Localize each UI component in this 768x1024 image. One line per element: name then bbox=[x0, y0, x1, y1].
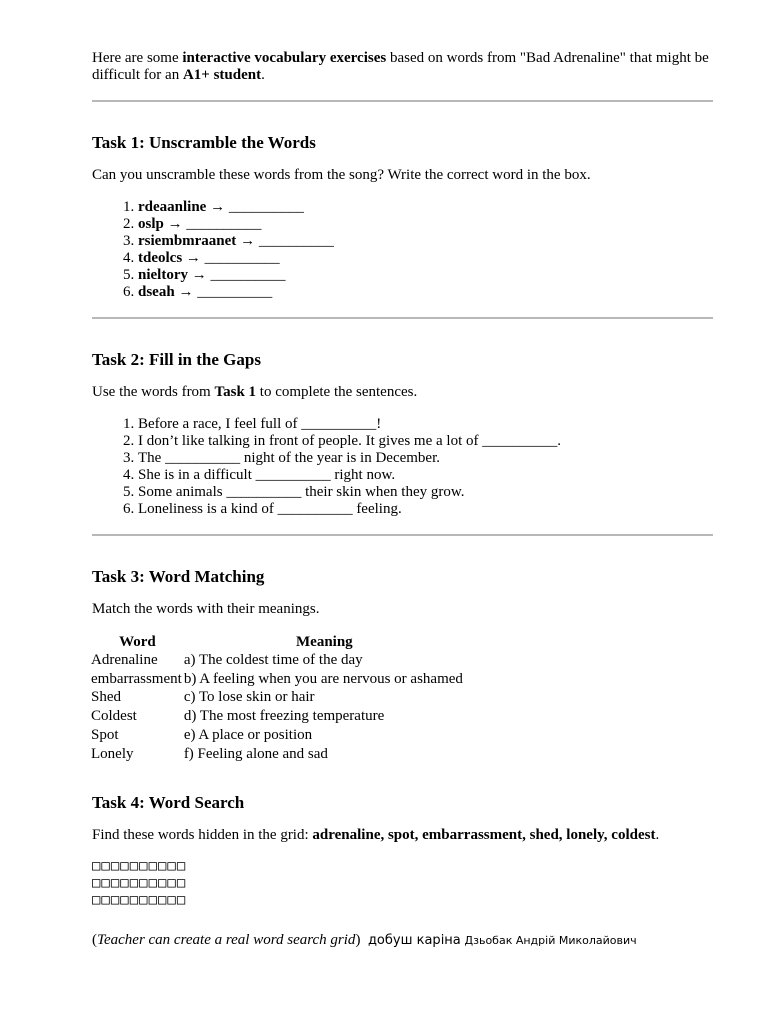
task3-instruction: Match the words with their meanings. bbox=[92, 601, 320, 617]
list-item: 4. She is in a difficult __________ right now. bbox=[138, 467, 712, 484]
intro-text: Here are some bbox=[92, 50, 183, 66]
horizontal-rule bbox=[92, 100, 713, 102]
list-item: 4. tdeolcs → __________ bbox=[138, 250, 712, 267]
table-row: embarrassment b) A feeling when you are nervous or ashamed bbox=[91, 670, 463, 687]
task2-instruction: Use the words from Task 1 to complete the sentences. bbox=[92, 384, 418, 400]
task1-instruction: Can you unscramble these words from the song? Write the correct word in the box. bbox=[92, 167, 591, 183]
answer-blank[interactable]: __________ bbox=[186, 216, 262, 232]
intro-text: . bbox=[261, 67, 265, 83]
intro-bold-level: A1+ student bbox=[182, 67, 262, 83]
grid-row: □□□□□□□□□□ bbox=[92, 892, 187, 909]
task2-list bbox=[92, 416, 712, 518]
word-search-grid bbox=[92, 858, 712, 909]
student-name: добуш каріна bbox=[367, 933, 461, 949]
column-header-meaning: Meaning bbox=[296, 634, 353, 650]
task2-title: Task 2: Fill in the Gaps bbox=[92, 350, 261, 369]
task4-instruction: Find these words hidden in the grid: adrenaline, spot, embarrassment, shed, lonely, coldest. bbox=[92, 827, 660, 844]
answer-blank[interactable]: __________ bbox=[210, 267, 286, 283]
table-row: Shed c) To lose skin or hair bbox=[91, 689, 315, 706]
answer-blank[interactable]: __________ bbox=[204, 250, 280, 266]
intro-bold-phrase: interactive vocabulary exercises bbox=[182, 50, 387, 66]
list-item: 2. oslp → __________ bbox=[138, 216, 712, 233]
task3-title: Task 3: Word Matching bbox=[92, 567, 265, 586]
list-item: 5. Some animals __________ their skin when they grow. bbox=[138, 484, 712, 501]
list-item: 1. rdeaanline → __________ bbox=[138, 199, 712, 216]
table-header-row bbox=[91, 633, 465, 651]
footer-note: (Teacher can create a real word search grid) добуш каріна Дзьобак Андрій Миколайович bbox=[92, 932, 637, 949]
list-item: 3. The __________ night of the year is in December. bbox=[138, 450, 712, 467]
list-item: 2. I don’t like talking in front of people. It gives me a lot of __________. bbox=[138, 433, 712, 450]
answer-blank[interactable]: __________ bbox=[228, 199, 304, 215]
horizontal-rule bbox=[92, 534, 713, 536]
grid-row: □□□□□□□□□□ bbox=[92, 858, 187, 875]
grid-row: □□□□□□□□□□ bbox=[92, 875, 187, 892]
table-row: Adrenaline a) The coldest time of the day bbox=[91, 652, 363, 668]
horizontal-rule bbox=[92, 317, 713, 319]
list-item: 1. Before a race, I feel full of __________! bbox=[138, 416, 712, 433]
list-item: 5. nieltory → __________ bbox=[138, 267, 712, 284]
answer-blank[interactable]: __________ bbox=[197, 284, 273, 300]
matching-table bbox=[91, 633, 465, 763]
table-row: Lonely f) Feeling alone and sad bbox=[91, 745, 328, 762]
table-row: Coldest d) The most freezing temperature bbox=[91, 708, 385, 725]
list-item: 6. Loneliness is a kind of __________ feeling. bbox=[138, 501, 712, 518]
answer-blank[interactable]: __________ bbox=[258, 233, 334, 249]
list-item: 3. rsiembmraanet → __________ bbox=[138, 233, 712, 250]
teacher-note: Teacher can create a real word search grid bbox=[97, 932, 356, 949]
intro-text: based on words from "Bad Adrenaline" that might be difficult for an bbox=[92, 50, 709, 83]
intro-paragraph bbox=[92, 50, 712, 84]
list-item: 6. dseah → __________ bbox=[138, 284, 712, 301]
column-header-word: Word bbox=[119, 634, 156, 650]
task4-title: Task 4: Word Search bbox=[92, 793, 245, 813]
teacher-name: Дзьобак Андрій Миколайович bbox=[464, 934, 637, 948]
task1-list bbox=[92, 199, 712, 301]
task1-title: Task 1: Unscramble the Words bbox=[92, 133, 316, 152]
table-row: Spot e) A place or position bbox=[91, 726, 313, 743]
